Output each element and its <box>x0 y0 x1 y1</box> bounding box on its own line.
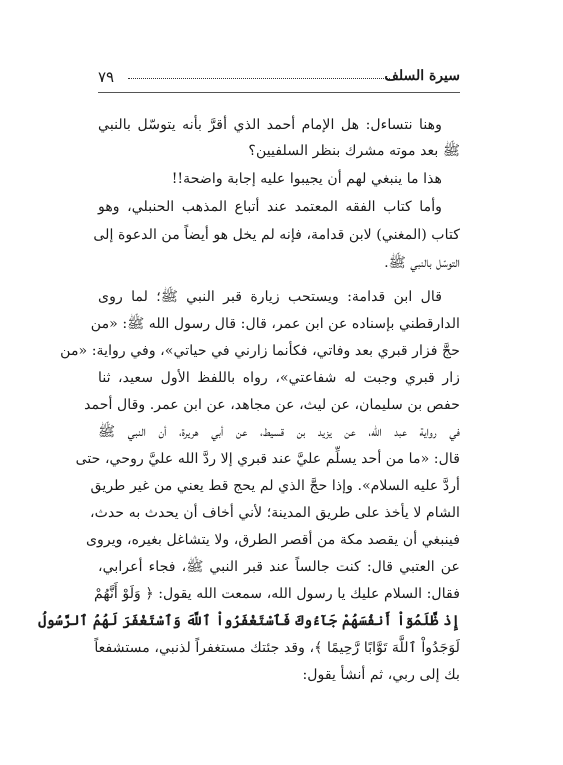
leader-dots <box>128 78 390 79</box>
text-line: قال: «ما من أحد يسلِّم عليَّ عند قبري إلا ردَّ الله عليَّ روحي، حتى <box>75 451 460 467</box>
text-line: كتاب (المغني) لابن قدامة، فإنه لم يخل هو أيضاً من الدعوة إلى <box>93 227 460 243</box>
text-line: بك إلى ربي، ثم أنشأ يقول: <box>302 667 460 683</box>
text-line: هذا ما ينبغي لهم أن يجيبوا عليه إجابة واضحة!! <box>171 171 442 187</box>
header-rule <box>98 92 460 93</box>
text-line: حجَّ فزار قبري بعد وفاتي، فكأنما زارني في حياتي»، وفي رواية: «من <box>60 343 460 359</box>
text-line: ﷺ بعد موته مشرك بنظر السلفيين؟ <box>248 143 460 159</box>
text-line: الدارقطني بإسناده عن ابن عمر، قال: قال رسول الله ﷺ: «من <box>90 316 460 332</box>
text-line: الشام لا يأخذ على طريق المدينة؛ لأني أخاف أن يحدث به حدث، <box>90 505 460 521</box>
page-number: ٧٩ <box>98 68 115 86</box>
running-title: سيرة السلف <box>384 68 460 84</box>
text-line: فينبغي أن يقصد مكة من أقصر الطرق، ولا يتشاغل بغيره، ويروى <box>85 532 460 548</box>
page-header <box>98 68 460 94</box>
text-line: أردَّ عليه السلام». وإذا حجَّ الذي لم يحج قط يعني من غير طريق <box>90 478 460 494</box>
text-line: زار قبري وجبت له شفاعتي»، رواه باللفظ الأول سعيد، ثنا <box>98 370 460 386</box>
text-line: فقال: السلام عليك يا رسول الله، سمعت الله يقول: ﴿ وَلَوْ أَنَّهُمْ <box>93 586 460 602</box>
quran-line: إِذ ظَّلَمُوٓاْ أَنفُسَهُمْ جَآءُوكَ فَٱسْتَغْفَرُواْ ٱللَّهَ وَٱسْتَغْفَرَ لَهُمُ ٱلرَّسُولُ <box>38 613 460 629</box>
text-line: قال ابن قدامة: ويستحب زيارة قبر النبي ﷺ؛ لما روى <box>98 289 442 305</box>
text-line: عن العتبي قال: كنت جالساً عند قبر النبي ﷺ، فجاء أعرابي، <box>98 559 460 575</box>
text-line: التوسّل بالنبي ﷺ. <box>384 255 460 271</box>
text-line: وأما كتاب الفقه المعتمد عند أتباع المذهب الحنبلي، وهو <box>98 199 442 215</box>
text-line: حفص بن سليمان، عن ليث، عن مجاهد، عن ابن عمر. وقال أحمد <box>84 397 460 413</box>
text-line: وهنا نتساءل: هل الإمام أحمد الذي أقرَّ بأنه يتوسّل بالنبي <box>98 117 442 133</box>
quran-line: لَوَجَدُواْ ٱللَّهَ تَوَّابًا رَّحِيمًا ﴾، وقد جئتك مستغفراً لذنبي، مستشفعاً <box>94 640 460 656</box>
text-line: في رواية عبد الله، عن يزيد بن قسيط، عن أبي هريرة، أن النبي ﷺ <box>98 424 460 440</box>
